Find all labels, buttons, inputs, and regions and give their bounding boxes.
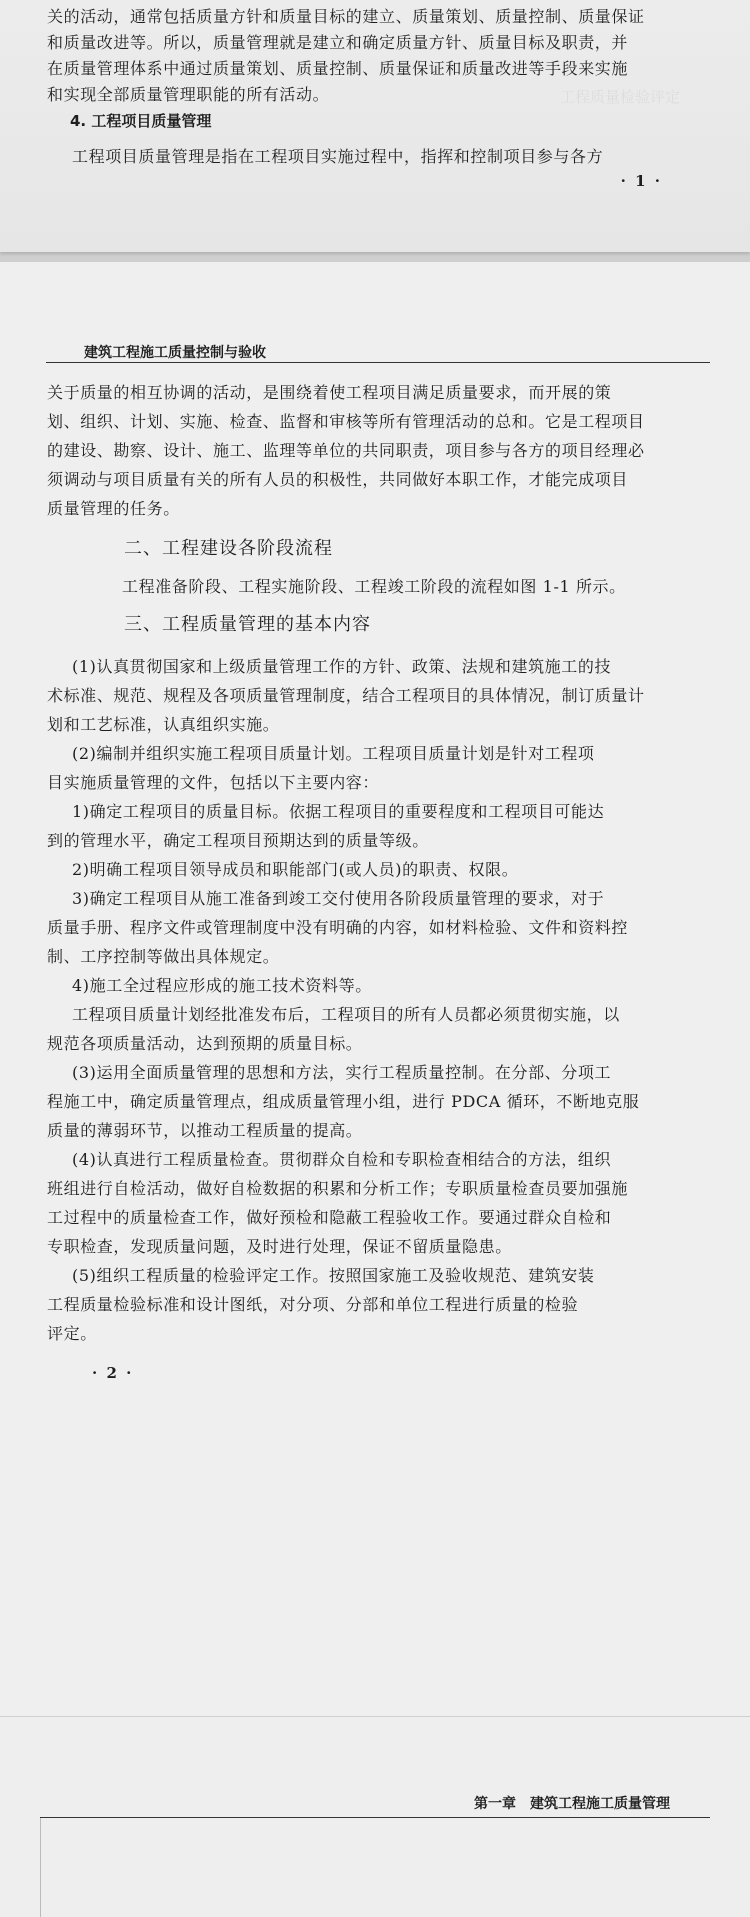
list-item: 目实施质量管理的文件，包括以下主要内容： xyxy=(47,773,380,792)
running-head: 建筑工程施工质量控制与验收 xyxy=(84,345,266,361)
bleed-through-text: 工程质量检验评定 xyxy=(560,88,681,106)
list-item: (4)认真进行工程质量检查。贯彻群众自检和专职检查相结合的方法，组织 xyxy=(72,1150,612,1169)
page-number: · 1 · xyxy=(620,172,662,190)
section-heading: 二、工程建设各阶段流程 xyxy=(124,538,333,559)
list-item: 班组进行自检活动，做好自检数据的积累和分析工作；专职质量检查员要加强施 xyxy=(47,1179,629,1198)
body-line: 工程项目质量管理是指在工程项目实施过程中，指挥和控制项目参与各方 xyxy=(72,147,604,166)
body-line: 在质量管理体系中通过质量策划、质量控制、质量保证和质量改进等手段来实施 xyxy=(47,59,629,78)
list-item: (2)编制并组织实施工程项目质量计划。工程项目质量计划是针对工程项 xyxy=(72,744,595,763)
running-head: 第一章 建筑工程施工质量管理 xyxy=(474,1796,670,1812)
list-item: 划和工艺标准，认真组织实施。 xyxy=(47,715,280,734)
list-item: (1)认真贯彻国家和上级质量管理工作的方针、政策、法规和建筑施工的技 xyxy=(72,657,612,676)
body-line: 和实现全部质量管理职能的所有活动。 xyxy=(47,85,330,104)
list-item: 2)明确工程项目领导成员和职能部门(或人员)的职责、权限。 xyxy=(72,860,519,879)
list-item: 质量手册、程序文件或管理制度中没有明确的内容，如材料检验、文件和资料控 xyxy=(47,918,629,937)
list-item: 4)施工全过程应形成的施工技术资料等。 xyxy=(72,976,372,995)
list-item: 评定。 xyxy=(47,1324,97,1343)
list-item: (5)组织工程质量的检验评定工作。按照国家施工及验收规范、建筑安装 xyxy=(72,1266,595,1285)
header-rule xyxy=(40,1817,710,1818)
list-item: 到的管理水平，确定工程项目预期达到的质量等级。 xyxy=(47,831,429,850)
body-line: 质量管理的任务。 xyxy=(47,499,180,518)
page-3 xyxy=(0,1717,750,1917)
list-item: 3)确定工程项目从施工准备到竣工交付使用各阶段质量管理的要求，对于 xyxy=(72,889,605,908)
body-line: 须调动与项目质量有关的所有人员的积极性，共同做好本职工作，才能完成项目 xyxy=(47,470,629,489)
list-item: 工程质量检验标准和设计图纸，对分项、分部和单位工程进行质量的检验 xyxy=(47,1295,579,1314)
list-item: 程施工中，确定质量管理点，组成质量管理小组，进行 PDCA 循环，不断地克服 xyxy=(47,1092,640,1111)
list-item: 1)确定工程项目的质量目标。依据工程项目的重要程度和工程项目可能达 xyxy=(72,802,605,821)
page-number: · 2 · xyxy=(92,1364,134,1382)
body-line: 的建设、勘察、设计、施工、监理等单位的共同职责，项目参与各方的项目经理必 xyxy=(47,441,645,460)
list-item: 工过程中的质量检查工作，做好预检和隐蔽工程验收工作。要通过群众自检和 xyxy=(47,1208,612,1227)
header-rule xyxy=(46,362,710,363)
body-line: 和质量改进等。所以，质量管理就是建立和确定质量方针、质量目标及职责，并 xyxy=(47,33,629,52)
body-line: 工程准备阶段、工程实施阶段、工程竣工阶段的流程如图 1-1 所示。 xyxy=(122,577,626,596)
list-item: 工程项目质量计划经批准发布后，工程项目的所有人员都必须贯彻实施，以 xyxy=(72,1005,620,1024)
body-line: 关的活动，通常包括质量方针和质量目标的建立、质量策划、质量控制、质量保证 xyxy=(47,7,645,26)
section-heading: 三、工程质量管理的基本内容 xyxy=(124,614,371,635)
body-line: 关于质量的相互协调的活动，是围绕着使工程项目满足质量要求，而开展的策 xyxy=(47,383,612,402)
section-heading: 4. 工程项目质量管理 xyxy=(70,112,212,130)
list-item: 制、工序控制等做出具体规定。 xyxy=(47,947,280,966)
body-line: 划、组织、计划、实施、检查、监督和审核等所有管理活动的总和。它是工程项目 xyxy=(47,412,645,431)
list-item: 专职检查，发现质量问题，及时进行处理，保证不留质量隐患。 xyxy=(47,1237,512,1256)
list-item: 术标准、规范、规程及各项质量管理制度，结合工程项目的具体情况，制订质量计 xyxy=(47,686,645,705)
page-2 xyxy=(0,262,750,1716)
list-item: (3)运用全面质量管理的思想和方法，实行工程质量控制。在分部、分项工 xyxy=(72,1063,612,1082)
list-item: 规范各项质量活动，达到预期的质量目标。 xyxy=(47,1034,363,1053)
list-item: 质量的薄弱环节，以推动工程质量的提高。 xyxy=(47,1121,363,1140)
page-edge xyxy=(40,1817,41,1917)
page-1 xyxy=(0,0,750,252)
